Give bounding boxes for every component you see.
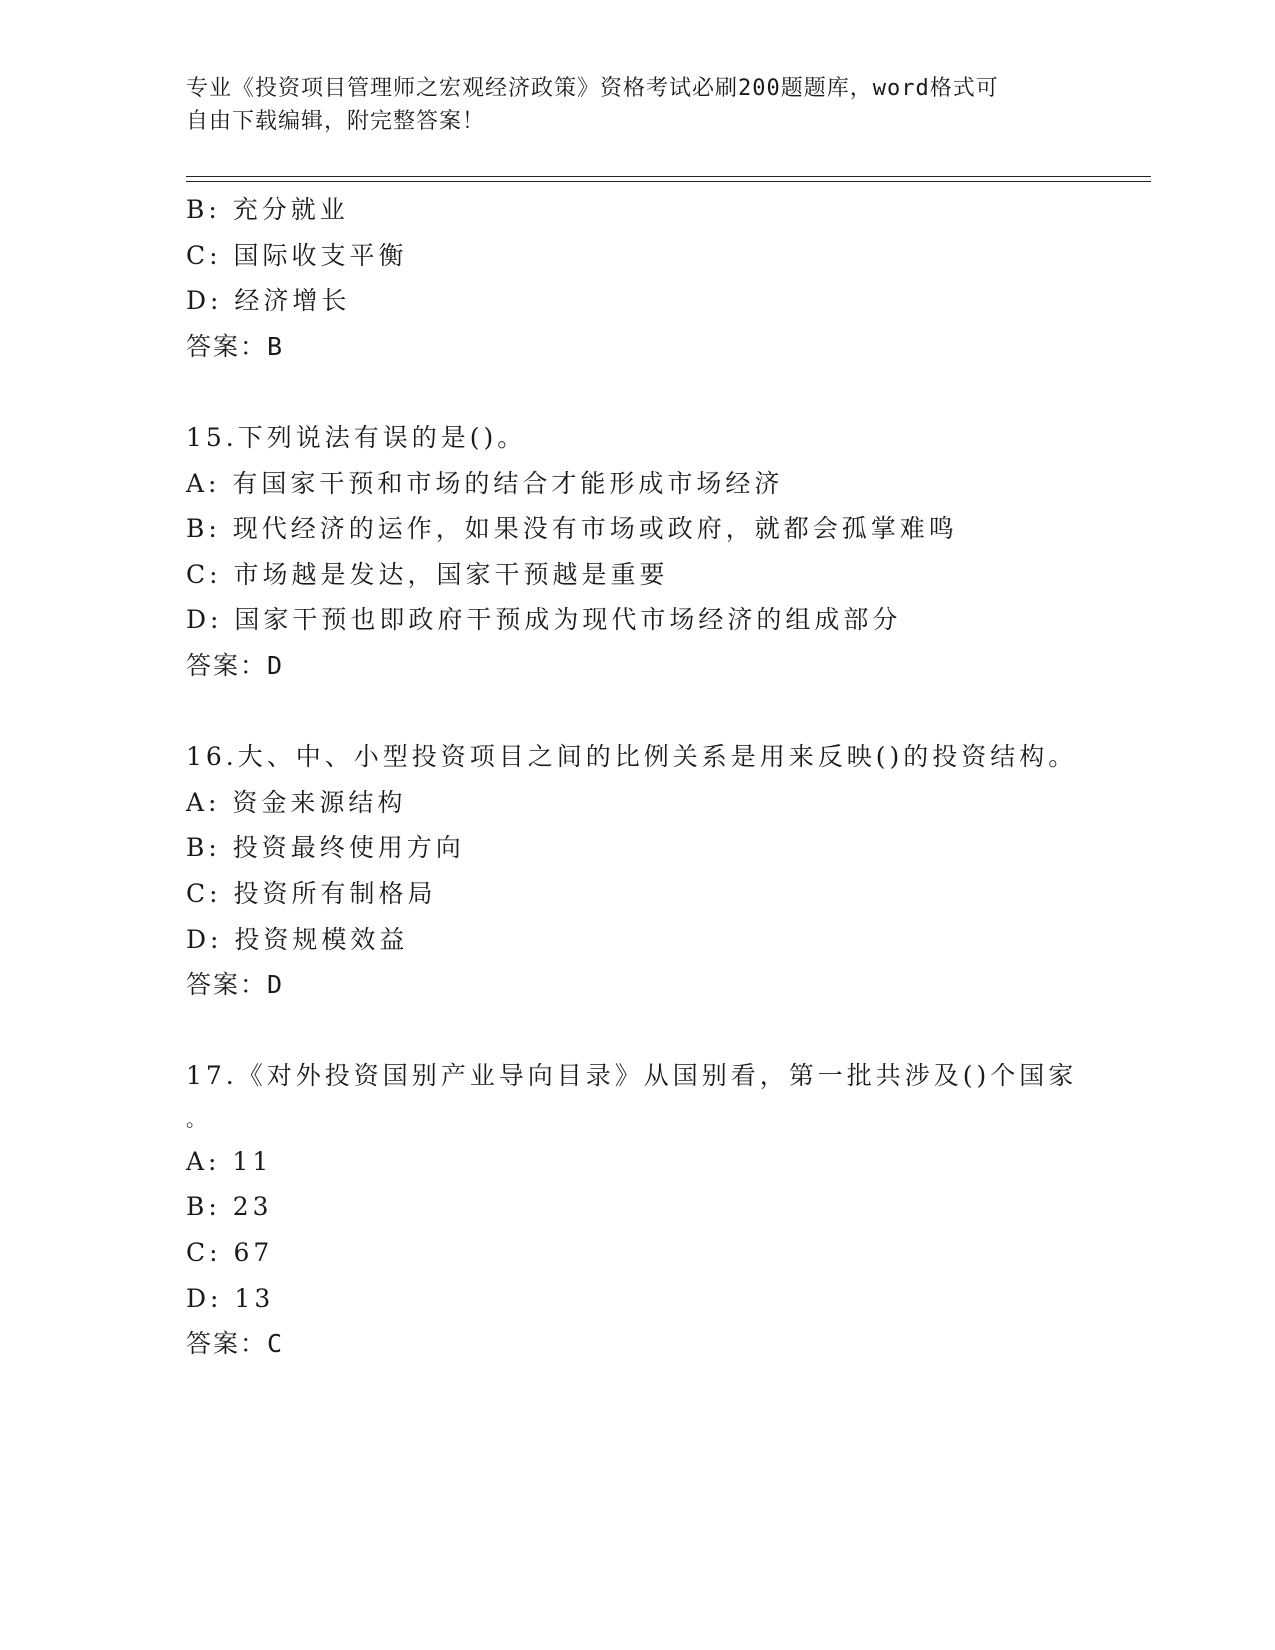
option-d: D: 经济增长 — [186, 286, 351, 316]
option-c: C: 67 — [186, 1238, 274, 1268]
answer-line — [186, 643, 1146, 689]
option-b: B: 充分就业 — [186, 195, 349, 224]
answer-line — [186, 324, 1146, 370]
answer-value: D — [267, 650, 285, 680]
question-text: 16.大、中、小型投资项目之间的比例关系是用来反映()的投资结构。 — [186, 742, 1078, 772]
option-a: A: 有国家干预和市场的结合才能形成市场经济 — [186, 468, 784, 498]
option-d: D: 投资规模效益 — [186, 924, 409, 954]
option-b: B: 投资最终使用方向 — [186, 833, 465, 863]
answer-label: 答案： — [186, 650, 268, 680]
answer-label: 答案： — [186, 331, 268, 361]
option-a: A: 资金来源结构 — [186, 787, 407, 817]
header-line-2: 自由下载编辑，附完整答案！ — [186, 109, 486, 134]
option-c: C: 市场越是发达，国家干预越是重要 — [186, 559, 669, 589]
answer-line — [186, 1321, 1146, 1367]
question-14 — [186, 187, 1146, 369]
question-text: 17.《对外投资国别产业导向目录》从国别看，第一批共涉及()个国家 — [186, 1061, 1078, 1091]
header-divider-bottom — [186, 181, 1151, 182]
question-text-tail: 。 — [186, 1106, 206, 1131]
question-list — [186, 187, 1146, 1367]
option-a: A: 11 — [186, 1146, 273, 1176]
option-d: D: 13 — [186, 1283, 275, 1313]
answer-label: 答案： — [186, 970, 268, 1000]
answer-label: 答案： — [186, 1329, 268, 1359]
option-b: B: 23 — [186, 1192, 273, 1222]
option-c: C: 投资所有制格局 — [186, 878, 437, 908]
answer-value: C — [267, 1329, 285, 1359]
option-d: D: 国家干预也即政府干预成为现代市场经济的组成部分 — [186, 605, 902, 635]
question-15 — [186, 415, 1146, 689]
document-header — [186, 72, 1066, 138]
answer-value: B — [267, 331, 285, 361]
answer-value: D — [267, 970, 285, 1000]
option-c: C: 国际收支平衡 — [186, 240, 408, 270]
option-b: B: 现代经济的运作，如果没有市场或政府，就都会孤掌难鸣 — [186, 514, 958, 544]
question-16 — [186, 734, 1146, 1008]
answer-line — [186, 962, 1146, 1008]
header-divider-top — [186, 176, 1151, 177]
question-17 — [186, 1053, 1146, 1367]
header-line-1: 专业《投资项目管理师之宏观经济政策》资格考试必刷200题题库，word格式可 — [186, 76, 999, 101]
question-text: 15.下列说法有误的是()。 — [186, 422, 527, 452]
